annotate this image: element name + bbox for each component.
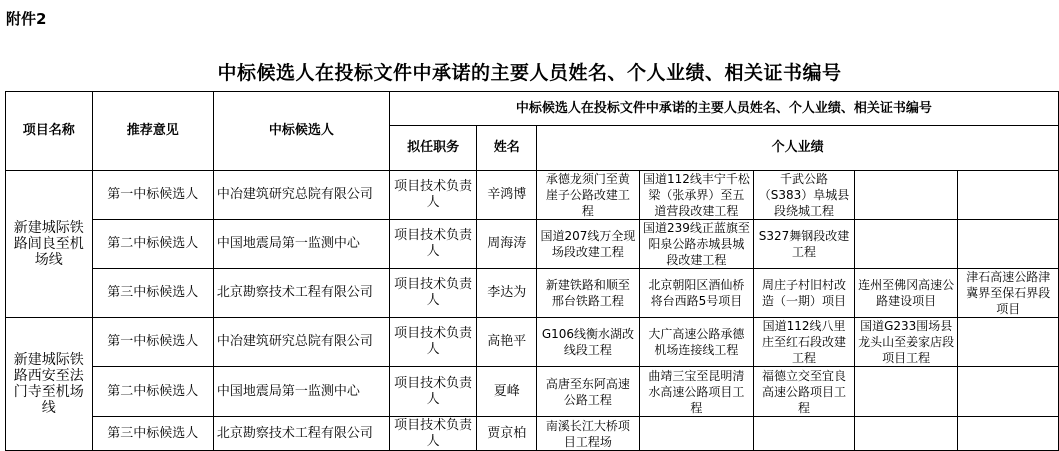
project-name-cell: 新建城际铁路西安至法门寺至机场线 — [6, 318, 93, 451]
candidate-cell: 中冶建筑研究总院有限公司 — [213, 171, 389, 220]
performance-cell: 大广高速公路承德机场连接线工程 — [639, 318, 753, 367]
candidate-table — [5, 91, 1059, 451]
performance-cell: 北京朝阳区酒仙桥将台西路5号项目 — [639, 269, 753, 318]
person-cell: 高艳平 — [477, 318, 537, 367]
header-role: 拟任职务 — [389, 126, 477, 171]
table-row — [6, 269, 1059, 318]
performance-cell — [854, 220, 958, 269]
role-cell: 项目技术负责人 — [389, 220, 477, 269]
table-row — [6, 171, 1059, 220]
performance-cell — [754, 417, 855, 451]
performance-cell: G106线衡水湖改线段工程 — [537, 318, 640, 367]
performance-cell: 千武公路（S383）阜城县段绕城工程 — [754, 171, 855, 220]
performance-cell: S327舞钢段改建工程 — [754, 220, 855, 269]
recommendation-cell: 第三中标候选人 — [92, 417, 213, 451]
header-performance: 个人业绩 — [537, 126, 1059, 171]
performance-cell: 曲靖三宝至昆明清水高速公路项目工程 — [639, 367, 753, 417]
performance-cell: 国道207线万全现场段改建工程 — [537, 220, 640, 269]
role-cell: 项目技术负责人 — [389, 269, 477, 318]
performance-cell: 连州至佛冈高速公路建设项目 — [854, 269, 958, 318]
table-row — [6, 220, 1059, 269]
performance-cell: 国道112线丰宁千松梁（张承界）至五道营段改建工程 — [639, 171, 753, 220]
header-recommendation: 推荐意见 — [92, 92, 213, 171]
table-row — [6, 318, 1059, 367]
header-name: 姓名 — [477, 126, 537, 171]
person-cell: 贾京柏 — [477, 417, 537, 451]
performance-cell: 周庄子村旧村改造（一期）项目 — [754, 269, 855, 318]
attachment-label: 附件2 — [6, 10, 47, 28]
header-project: 项目名称 — [6, 92, 93, 171]
candidate-cell: 北京勘察技术工程有限公司 — [213, 417, 389, 451]
performance-cell — [958, 220, 1059, 269]
role-cell: 项目技术负责人 — [389, 318, 477, 367]
performance-cell — [958, 318, 1059, 367]
recommendation-cell: 第二中标候选人 — [92, 220, 213, 269]
performance-cell: 国道239线正蓝旗至阳泉公路赤城县城段改建工程 — [639, 220, 753, 269]
person-cell: 辛鸿博 — [477, 171, 537, 220]
performance-cell — [854, 171, 958, 220]
candidate-cell: 中国地震局第一监测中心 — [213, 220, 389, 269]
header-group: 中标候选人在投标文件中承诺的主要人员姓名、个人业绩、相关证书编号 — [389, 92, 1058, 126]
performance-cell — [958, 417, 1059, 451]
performance-cell: 国道G233围场县龙头山至姜家店段项目工程 — [854, 318, 958, 367]
header-row-1 — [6, 92, 1059, 126]
recommendation-cell: 第三中标候选人 — [92, 269, 213, 318]
performance-cell: 高唐至东阿高速公路工程 — [537, 367, 640, 417]
table-row — [6, 367, 1059, 417]
person-cell: 李达为 — [477, 269, 537, 318]
performance-cell — [639, 417, 753, 451]
performance-cell: 承德龙须门至黄崖子公路改建工程 — [537, 171, 640, 220]
role-cell: 项目技术负责人 — [389, 417, 477, 451]
role-cell: 项目技术负责人 — [389, 367, 477, 417]
candidate-cell: 北京勘察技术工程有限公司 — [213, 269, 389, 318]
performance-cell — [958, 367, 1059, 417]
document-title: 中标候选人在投标文件中承诺的主要人员姓名、个人业绩、相关证书编号 — [217, 62, 842, 84]
recommendation-cell: 第一中标候选人 — [92, 318, 213, 367]
performance-cell: 新建铁路和顺至邢台铁路工程 — [537, 269, 640, 318]
candidate-cell: 中冶建筑研究总院有限公司 — [213, 318, 389, 367]
performance-cell: 南溪长江大桥项目工程场 — [537, 417, 640, 451]
header-candidate: 中标候选人 — [213, 92, 389, 171]
performance-cell: 国道112线八里庄至红石段改建工程 — [754, 318, 855, 367]
table-row — [6, 417, 1059, 451]
project-name-cell: 新建城际铁路闾良至机场线 — [6, 171, 93, 318]
performance-cell — [958, 171, 1059, 220]
recommendation-cell: 第一中标候选人 — [92, 171, 213, 220]
person-cell: 夏峰 — [477, 367, 537, 417]
recommendation-cell: 第二中标候选人 — [92, 367, 213, 417]
candidate-cell: 中国地震局第一监测中心 — [213, 367, 389, 417]
performance-cell — [854, 417, 958, 451]
performance-cell — [854, 367, 958, 417]
performance-cell: 津石高速公路津冀界至保石界段项目 — [958, 269, 1059, 318]
performance-cell: 福德立交至宜良高速公路项目工程 — [754, 367, 855, 417]
person-cell: 周海涛 — [477, 220, 537, 269]
role-cell: 项目技术负责人 — [389, 171, 477, 220]
